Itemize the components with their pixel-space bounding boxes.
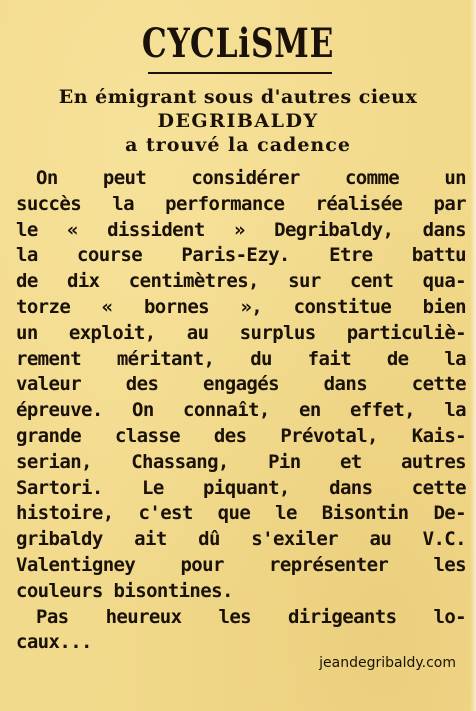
website-watermark: jeandegribaldy.com — [319, 655, 456, 671]
article-line: Valentigney pour représenter les — [16, 553, 466, 576]
article-line: de dix centimètres, sur cent qua- — [16, 270, 466, 293]
article-line: rement méritant, du fait de la — [16, 347, 466, 370]
article-line: Pas heureux les dirigeants lo- — [36, 605, 466, 628]
subheadline-line-1: En émigrant sous d'autres cieux — [58, 86, 418, 108]
article-line: succès la performance réalisée par — [16, 192, 466, 215]
article-body — [16, 166, 466, 656]
paper-edge — [470, 0, 476, 711]
article-line: caux... — [16, 631, 92, 654]
subheadline-name: DEGRIBALDY — [157, 110, 319, 132]
article-line: torze « bornes », constitue bien — [16, 295, 466, 318]
article-line: couleurs bisontines. — [16, 579, 233, 602]
article-line: valeur des engagés dans cette — [16, 373, 466, 396]
article-line: la course Paris-Ezy. Etre battu — [16, 244, 466, 267]
article-line: Sartori. Le piquant, dans cette — [16, 476, 466, 499]
article-line: gribaldy ait dû s'exiler au V.C. — [16, 528, 466, 551]
article-line: le « dissident » Degribaldy, dans — [16, 218, 466, 241]
heading-rule — [148, 72, 332, 74]
article-line: serian, Chassang, Pin et autres — [16, 450, 466, 473]
article-line: histoire, c'est que le Bisontin De- — [16, 502, 466, 525]
article-line: un exploit, au surplus particuliè- — [16, 321, 466, 344]
article-line: épreuve. On connaît, en effet, la — [16, 399, 466, 422]
section-heading: CYCLiSME — [141, 20, 335, 67]
article-line: grande classe des Prévotal, Kais- — [16, 424, 466, 447]
subheadline-line-3: a trouvé la cadence — [125, 134, 351, 156]
article-line: On peut considérer comme un — [36, 167, 466, 189]
